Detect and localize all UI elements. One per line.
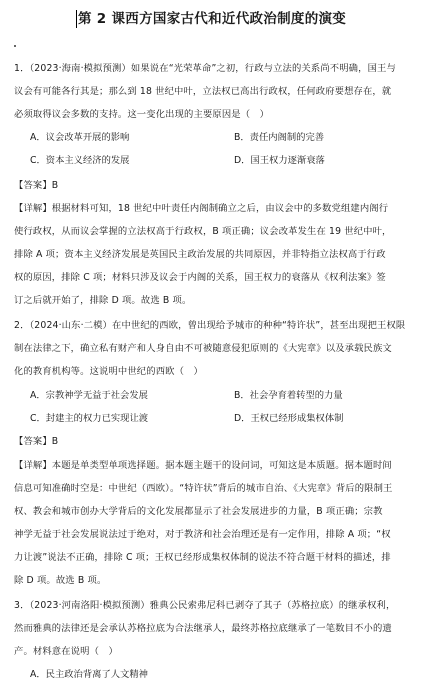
q2-explanation-line-5: 力让渡”说法不正确，排除 C 项；王权已经形成集权体制的说法不符合题干材料的描述，排 <box>14 552 391 563</box>
q2-stem-line-3: 化的教育机构等。这说明中世纪的西欧（ ） <box>14 366 203 377</box>
q2-option-b: B．社会孕育着转型的力量 <box>234 390 343 401</box>
text-cursor <box>76 10 77 28</box>
q2-answer: 【答案】B <box>14 436 59 447</box>
q2-stem-line-1: 2．（2024·山东·二模）在中世纪的西欧，曾出现给予城市的种种“特许状”，甚至出现把王权限 <box>14 320 406 331</box>
q2-explanation-line-1: 【详解】本题是单类型单项选择题。据本题主题干的设问词，可知这是本质题。据本题时间 <box>14 460 392 471</box>
q3-option-a: A．民主政治背离了人文精神 <box>30 669 148 680</box>
q1-answer: 【答案】B <box>14 180 59 191</box>
q1-explanation-line-4: 权的原因，排除 C 项；材料只涉及议会于内阁的关系，国王权力的衰落从《权利法案》签 <box>14 272 386 283</box>
q2-option-c: C．封建主的权力已实现让渡 <box>30 413 149 424</box>
q1-explanation-line-3: 排除 A 项；资本主义经济发展是英国民主政治发展的共同原因，并非特指立法权高于行政 <box>14 249 386 260</box>
q3-stem-line-1: 3．（2023·河南洛阳·模拟预测）雅典公民索弗尼科已剥夺了其子（苏格拉底）的继承权利， <box>14 600 396 611</box>
q1-stem-line-1: 1．（2023·海南·模拟预测）如果说在“光荣革命”之初，行政与立法的关系尚不明确，国王与 <box>14 63 396 74</box>
q1-option-d: D．国王权力逐渐衰落 <box>234 155 325 166</box>
q2-option-a: A．宗教神学无益于社会发展 <box>30 390 148 401</box>
q2-stem-line-2: 制在法律之下，确立私有财产和人身自由不可被随意侵犯原则的《大宪章》以及承载民族文 <box>14 343 392 354</box>
q2-explanation-line-4: 神学无益于社会发展说法过于绝对，对于教济和社会治理还是有一定作用，排除 A 项；“权 <box>14 529 391 540</box>
q1-stem-line-3: 必须取得议会多数的支持。这一变化出现的主要原因是（ ） <box>14 109 270 120</box>
q1-explanation-line-5: 订之后就开始了，排除 D 项。故选 B 项。 <box>14 295 192 306</box>
q2-explanation-line-2: 信息可知准确时空是：中世纪（西欧）。“特许状”背后的城市自治、《大宪章》背后的限制王 <box>14 483 393 494</box>
q3-stem-line-2: 然而雅典的法律还是会承认苏格拉底为合法继承人，最终苏格拉底继承了一笔数目不小的遗 <box>14 623 392 634</box>
q1-option-a: A．议会改革开展的影响 <box>30 132 130 143</box>
q2-option-d: D．王权已经形成集权体制 <box>234 413 344 424</box>
q1-option-c: C．资本主义经济的发展 <box>30 155 130 166</box>
q2-explanation-line-3: 权、教会和城市创办大学背后的文化发展都显示了社会发展进步的力量，B 项正确；宗教 <box>14 506 383 517</box>
q1-explanation-line-2: 使行政权，从而议会掌握的立法权高于行政权，B 项正确；议会改革发生在 19 世纪中叶， <box>14 226 392 237</box>
q2-explanation-line-6: 除 D 项。故选 B 项。 <box>14 575 107 586</box>
q3-stem-line-3: 产。材料意在说明（ ） <box>14 646 118 657</box>
q1-option-b: B．责任内阁制的完善 <box>234 132 325 143</box>
q1-explanation-line-1: 【详解】根据材料可知，18 世纪中叶责任内阁制确立之后，由议会中的多数党组建内阁行 <box>14 203 389 214</box>
q1-stem-line-2: 议会有可能各行其是；那么到 18 世纪中叶，立法权已高出行政权，任何政府要想存在，就 <box>14 86 392 97</box>
lesson-title: 第 2 课西方国家古代和近代政治制度的演变 <box>78 11 347 27</box>
paragraph-mark <box>14 45 16 47</box>
